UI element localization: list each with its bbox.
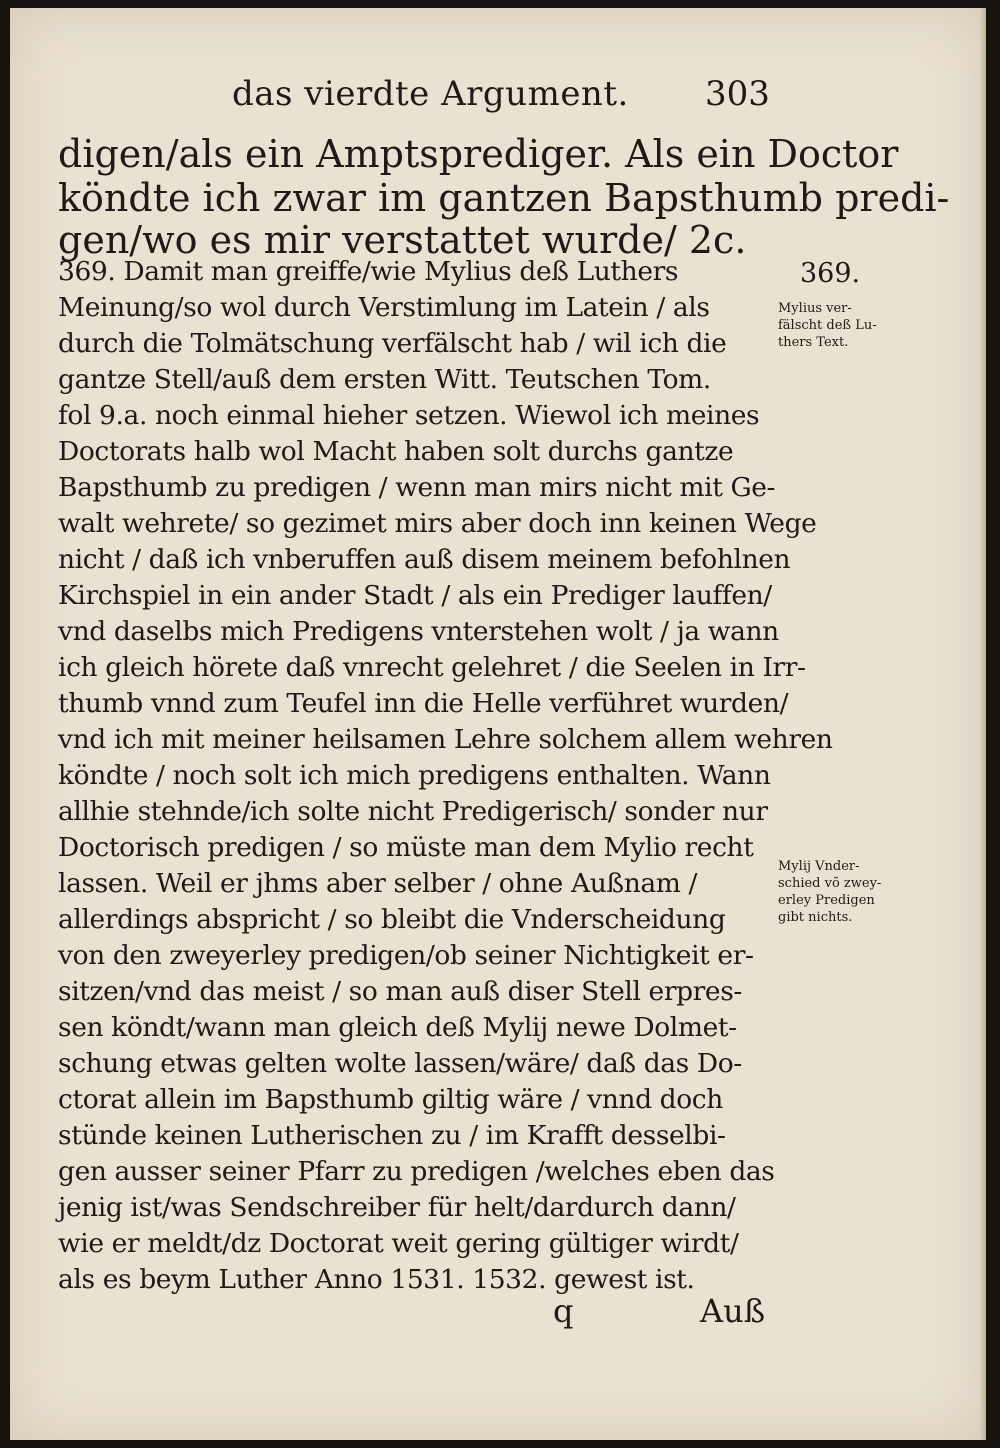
body-line: ctorat allein im Bapsthumb giltig wäre / vnnd doch xyxy=(58,1084,723,1115)
catchword: Auß xyxy=(700,1292,766,1330)
body-line: vnd daselbs mich Predigens vnterstehen wolt / ja wann xyxy=(58,616,779,647)
margin-note-line: gibt nichts. xyxy=(778,910,853,925)
body-line: ich gleich hörete daß vnrecht gelehret / die Seelen in Irr- xyxy=(58,652,806,683)
body-line: sitzen/vnd das meist / so man auß diser Stell erpres- xyxy=(58,976,742,1007)
body-line: 369. Damit man greiffe/wie Mylius deß Luthers xyxy=(58,256,679,287)
body-line: nicht / daß ich vnberuffen auß disem meinem befohlnen xyxy=(58,544,791,575)
body-line: thumb vnnd zum Teufel inn die Helle verführet wurden/ xyxy=(58,688,789,719)
body-line: sen köndt/wann man gleich deß Mylij newe Dolmet- xyxy=(58,1012,737,1043)
body-line: lassen. Weil er jhms aber selber / ohne Außnam / xyxy=(58,868,698,899)
margin-note-line: schied võ zwey- xyxy=(778,876,882,891)
body-line: allerdings abspricht / so bleibt die Vnderscheidung xyxy=(58,904,726,935)
margin-note-line: erley Predigen xyxy=(778,893,875,908)
margin-paragraph-number: 369. xyxy=(800,258,861,289)
body-line: Meinung/so wol durch Verstimlung im Latein / als xyxy=(58,292,710,323)
margin-note-line: thers Text. xyxy=(778,335,849,350)
body-line: fol 9.a. noch einmal hieher setzen. Wiewol ich meines xyxy=(58,400,760,431)
margin-note-line: Mylij Vnder- xyxy=(778,859,860,874)
body-line: schung etwas gelten wolte lassen/wäre/ daß das Do- xyxy=(58,1048,742,1079)
body-line: Doctorisch predigen / so müste man dem Mylio recht xyxy=(58,832,754,863)
body-line: köndte / noch solt ich mich predigens enthalten. Wann xyxy=(58,760,771,791)
opening-line: gen/wo es mir verstattet wurde/ 2c. xyxy=(58,218,747,262)
page-number: 303 xyxy=(705,74,770,114)
body-line: Doctorats halb wol Macht haben solt durchs gantze xyxy=(58,436,734,467)
body-line: gen ausser seiner Pfarr zu predigen /welches eben das xyxy=(58,1156,775,1187)
body-line: als es beym Luther Anno 1531. 1532. gewest ist. xyxy=(58,1264,695,1295)
margin-note-line: fälscht deß Lu- xyxy=(778,318,877,333)
body-line: walt wehrete/ so gezimet mirs aber doch inn keinen Wege xyxy=(58,508,817,539)
body-line: jenig ist/was Sendschreiber für helt/dardurch dann/ xyxy=(58,1192,736,1223)
running-title: das vierdte Argument. xyxy=(232,74,629,114)
body-line: von den zweyerley predigen/ob seiner Nichtigkeit er- xyxy=(58,940,754,971)
body-line: wie er meldt/dz Doctorat weit gering gültiger wirdt/ xyxy=(58,1228,739,1259)
body-line: Kirchspiel in ein ander Stadt / als ein Prediger lauffen/ xyxy=(58,580,772,611)
page-edge xyxy=(980,8,986,1440)
body-line: stünde keinen Lutherischen zu / im Krafft desselbi- xyxy=(58,1120,726,1151)
body-line: allhie stehnde/ich solte nicht Predigerisch/ sonder nur xyxy=(58,796,768,827)
opening-line: digen/als ein Amptsprediger. Als ein Doctor xyxy=(58,132,899,176)
opening-line: köndte ich zwar im gantzen Bapsthumb predi- xyxy=(58,176,950,220)
body-line: durch die Tolmätschung verfälscht hab / wil ich die xyxy=(58,328,727,359)
margin-note-line: Mylius ver- xyxy=(778,301,852,316)
body-line: vnd ich mit meiner heilsamen Lehre solchem allem wehren xyxy=(58,724,833,755)
body-line: gantze Stell/auß dem ersten Witt. Teutschen Tom. xyxy=(58,364,711,395)
signature-mark: q xyxy=(553,1292,574,1330)
body-line: Bapsthumb zu predigen / wenn man mirs nicht mit Ge- xyxy=(58,472,776,503)
